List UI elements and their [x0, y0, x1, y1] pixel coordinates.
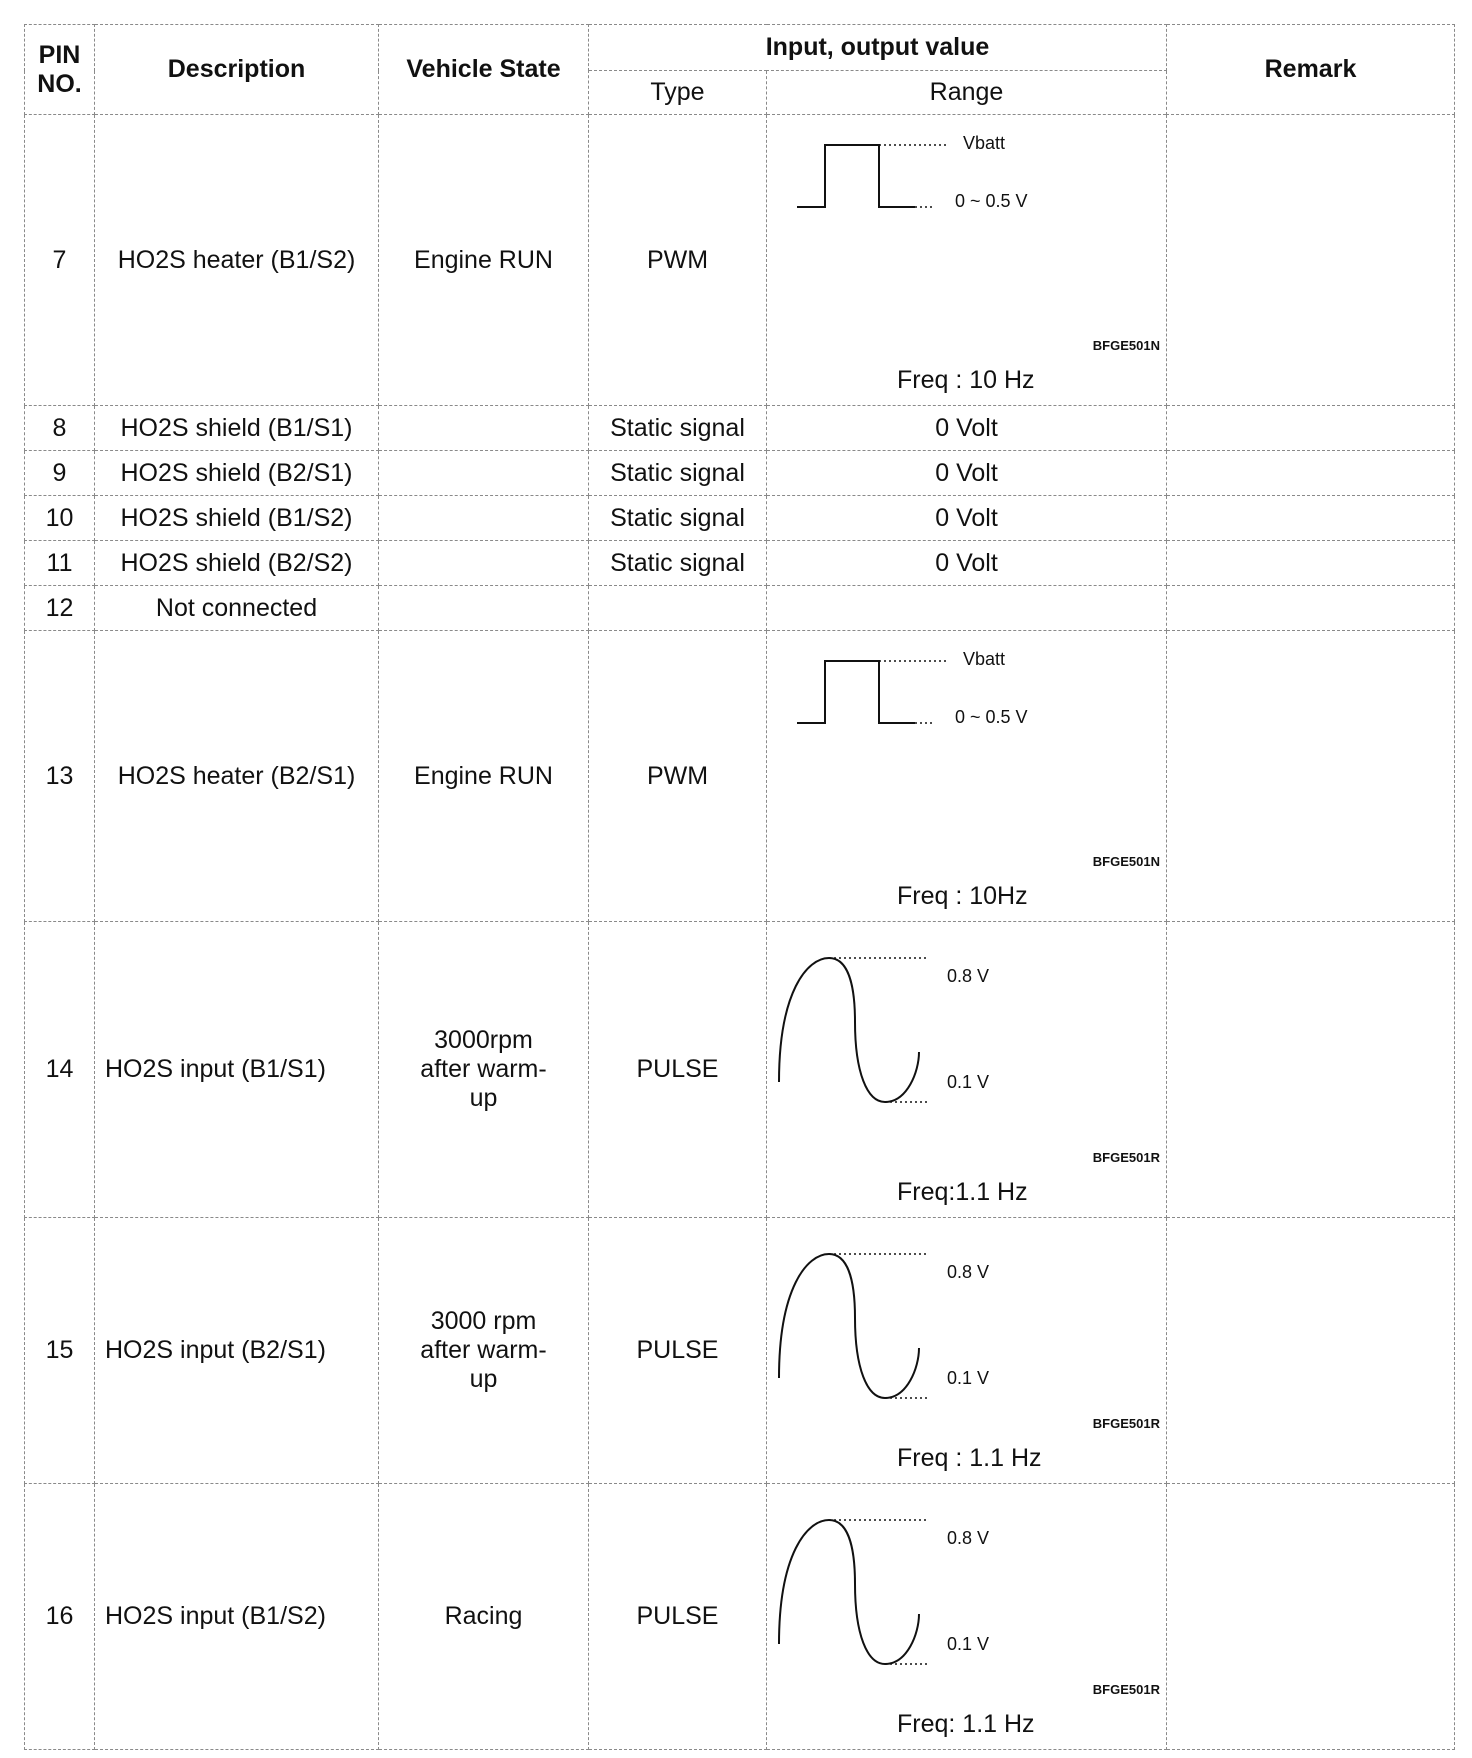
pin-cell: 9 — [25, 451, 95, 496]
header-type: Type — [589, 71, 767, 115]
vehicle-state-cell: Engine RUN — [379, 115, 589, 406]
pin-cell: 8 — [25, 406, 95, 451]
pin-cell: 12 — [25, 586, 95, 631]
type-cell: Static signal — [589, 541, 767, 586]
range-cell: 0 Volt — [767, 496, 1167, 541]
frequency-label: Freq : 10Hz — [897, 882, 1028, 910]
remark-cell — [1167, 922, 1455, 1218]
figure-code: BFGE501R — [1092, 1682, 1160, 1697]
vehicle-state-cell — [379, 451, 589, 496]
type-cell: PULSE — [589, 1484, 767, 1750]
remark-cell — [1167, 406, 1455, 451]
high-level-label: 0.8 V — [947, 966, 990, 986]
table-body — [25, 115, 1455, 1750]
range-cell — [767, 1218, 1167, 1484]
sine-trace — [779, 958, 919, 1102]
pwm-trace — [797, 145, 915, 207]
pin-cell: 7 — [25, 115, 95, 406]
type-cell: PWM — [589, 115, 767, 406]
low-level-label: 0.1 V — [947, 1072, 990, 1092]
vehicle-state-cell — [379, 586, 589, 631]
sine-trace — [779, 1520, 919, 1664]
range-cell — [767, 586, 1167, 631]
pin-table — [24, 24, 1455, 1750]
remark-cell — [1167, 586, 1455, 631]
figure-code: BFGE501R — [1092, 1416, 1160, 1431]
low-level-label: 0 ~ 0.5 V — [955, 191, 1028, 211]
header-io-value: Input, output value — [589, 25, 1167, 71]
pwm-waveform — [767, 631, 1167, 921]
high-level-label: 0.8 V — [947, 1528, 990, 1548]
table-row — [25, 451, 1455, 496]
header-remark: Remark — [1167, 25, 1455, 115]
table-row — [25, 631, 1455, 922]
description-cell: HO2S shield (B1/S1) — [95, 406, 379, 451]
description-cell: HO2S input (B2/S1) — [95, 1218, 379, 1484]
frequency-label: Freq : 10 Hz — [897, 366, 1035, 394]
pin-cell: 14 — [25, 922, 95, 1218]
frequency-label: Freq : 1.1 Hz — [897, 1444, 1042, 1472]
description-cell: HO2S shield (B1/S2) — [95, 496, 379, 541]
range-cell — [767, 115, 1167, 406]
table-row — [25, 922, 1455, 1218]
vehicle-state-cell: Racing — [379, 1484, 589, 1750]
sine-trace — [779, 1254, 919, 1398]
vehicle-state-cell — [379, 541, 589, 586]
remark-cell — [1167, 631, 1455, 922]
table-row — [25, 406, 1455, 451]
header-range: Range — [767, 71, 1167, 115]
pin-cell: 11 — [25, 541, 95, 586]
table-row — [25, 541, 1455, 586]
pin-cell: 15 — [25, 1218, 95, 1484]
description-cell: HO2S heater (B2/S1) — [95, 631, 379, 922]
description-cell: HO2S input (B1/S1) — [95, 922, 379, 1218]
table-row — [25, 1218, 1455, 1484]
table-row — [25, 586, 1455, 631]
figure-code: BFGE501R — [1092, 1150, 1160, 1165]
type-cell: Static signal — [589, 496, 767, 541]
type-cell: Static signal — [589, 451, 767, 496]
high-level-label: Vbatt — [963, 649, 1006, 669]
range-cell — [767, 631, 1167, 922]
description-cell: HO2S shield (B2/S2) — [95, 541, 379, 586]
type-cell: PULSE — [589, 1218, 767, 1484]
remark-cell — [1167, 1218, 1455, 1484]
range-cell: 0 Volt — [767, 406, 1167, 451]
pwm-waveform — [767, 115, 1167, 405]
range-cell — [767, 922, 1167, 1218]
type-cell — [589, 586, 767, 631]
range-cell: 0 Volt — [767, 541, 1167, 586]
vehicle-state-cell: 3000 rpm after warm-up — [379, 1218, 589, 1484]
remark-cell — [1167, 1484, 1455, 1750]
low-level-label: 0 ~ 0.5 V — [955, 707, 1028, 727]
header-pin: PIN NO. — [25, 25, 95, 115]
remark-cell — [1167, 541, 1455, 586]
frequency-label: Freq: 1.1 Hz — [897, 1710, 1035, 1738]
description-cell: Not connected — [95, 586, 379, 631]
vehicle-state-cell — [379, 496, 589, 541]
range-cell — [767, 1484, 1167, 1750]
type-cell: PULSE — [589, 922, 767, 1218]
description-cell: HO2S shield (B2/S1) — [95, 451, 379, 496]
vehicle-state-cell: 3000rpm after warm-up — [379, 922, 589, 1218]
high-level-label: 0.8 V — [947, 1262, 990, 1282]
remark-cell — [1167, 115, 1455, 406]
table-row — [25, 496, 1455, 541]
type-cell: PWM — [589, 631, 767, 922]
pin-cell: 16 — [25, 1484, 95, 1750]
low-level-label: 0.1 V — [947, 1368, 990, 1388]
description-cell: HO2S input (B1/S2) — [95, 1484, 379, 1750]
description-cell: HO2S heater (B1/S2) — [95, 115, 379, 406]
figure-code: BFGE501N — [1092, 854, 1160, 869]
remark-cell — [1167, 451, 1455, 496]
pin-cell: 10 — [25, 496, 95, 541]
table-row — [25, 115, 1455, 406]
high-level-label: Vbatt — [963, 133, 1006, 153]
figure-code: BFGE501N — [1092, 338, 1160, 353]
table-row — [25, 1484, 1455, 1750]
remark-cell — [1167, 496, 1455, 541]
frequency-label: Freq:1.1 Hz — [897, 1178, 1028, 1206]
vehicle-state-cell — [379, 406, 589, 451]
header-description: Description — [95, 25, 379, 115]
pwm-trace — [797, 661, 915, 723]
low-level-label: 0.1 V — [947, 1634, 990, 1654]
pin-cell: 13 — [25, 631, 95, 922]
type-cell: Static signal — [589, 406, 767, 451]
vehicle-state-cell: Engine RUN — [379, 631, 589, 922]
range-cell: 0 Volt — [767, 451, 1167, 496]
header-vehicle-state: Vehicle State — [379, 25, 589, 115]
